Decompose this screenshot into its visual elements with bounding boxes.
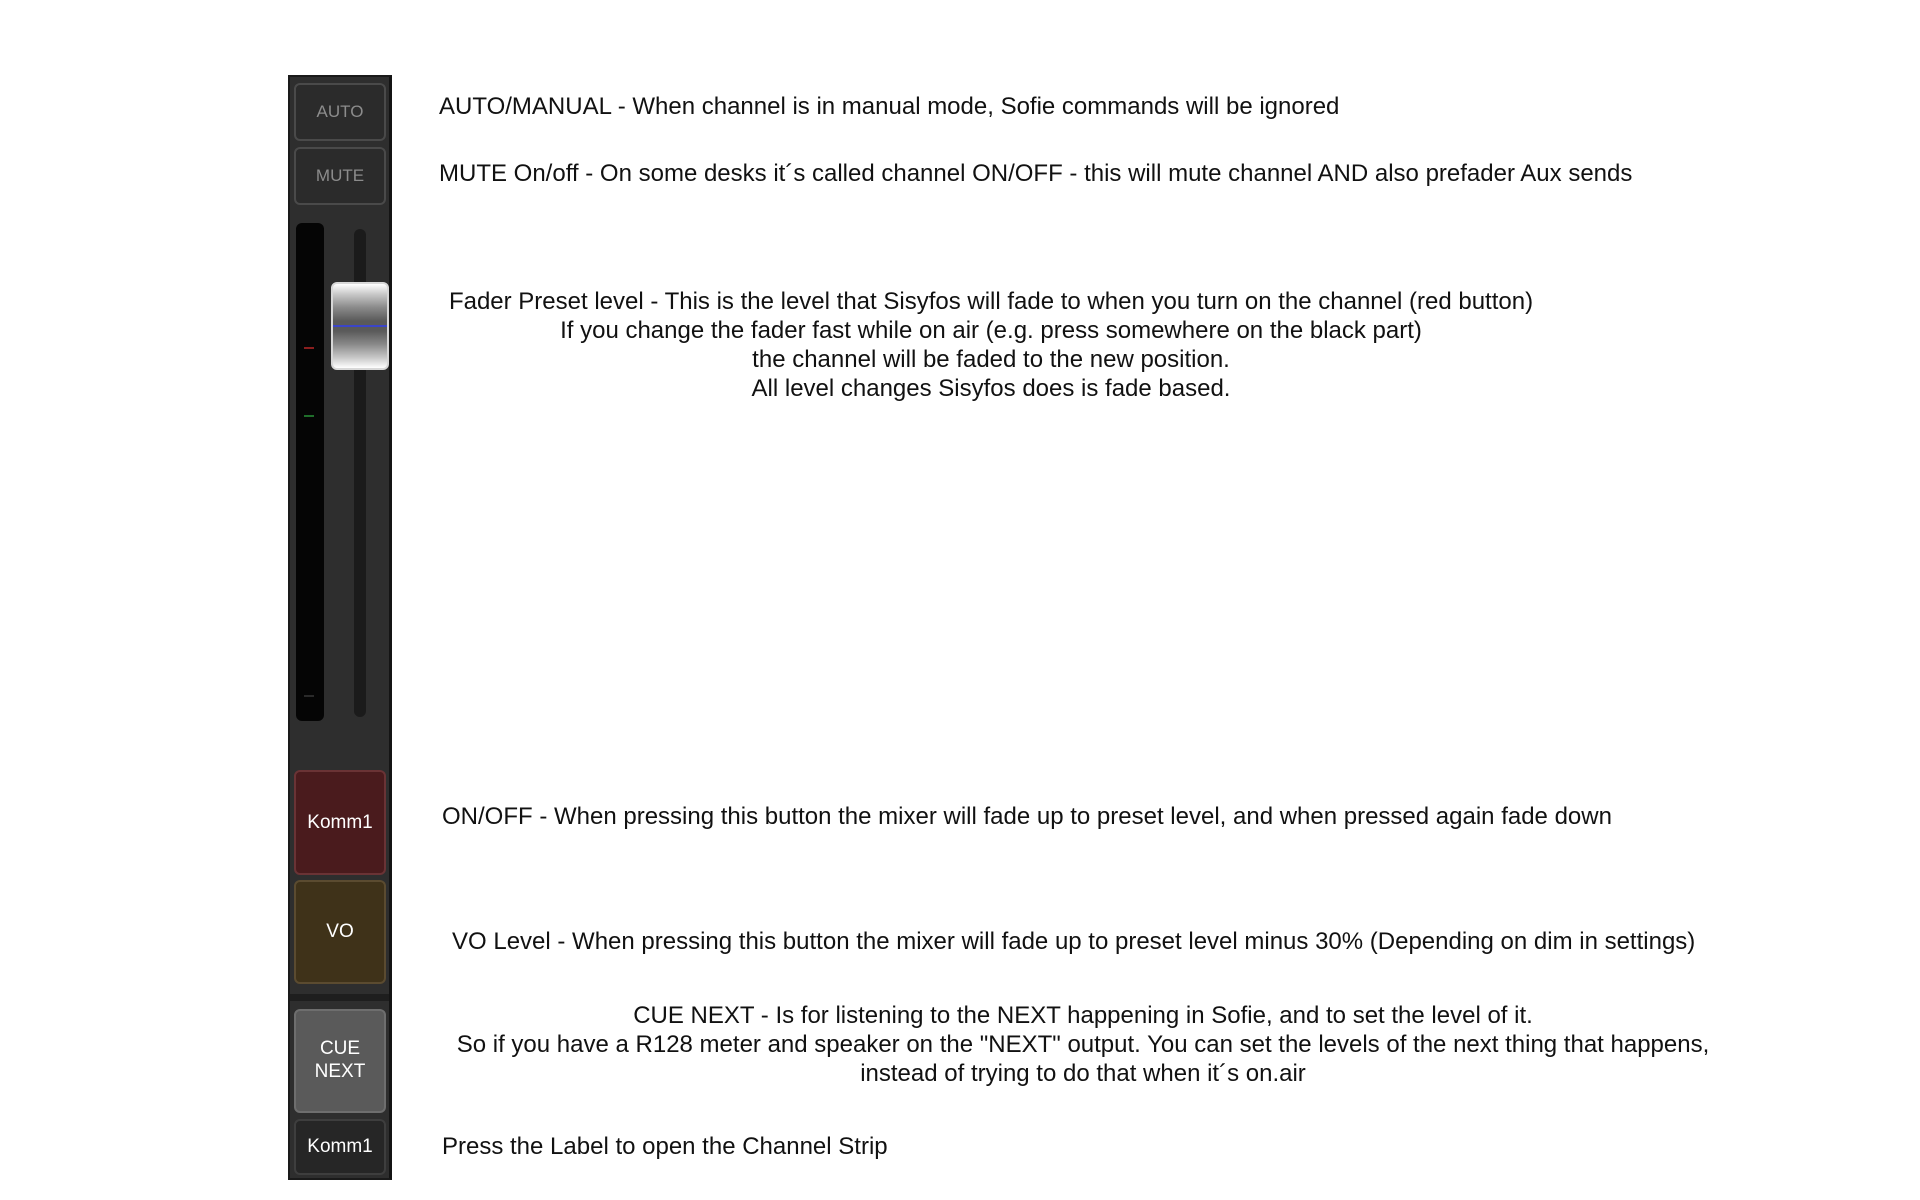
vo-annotation: VO Level - When pressing this button the mixer will fade up to preset level minus 30% (Depending on dim in settings) [452,928,1696,955]
on-off-annotation: ON/OFF - When pressing this button the mixer will fade up to preset level, and when pressed again fade down [442,803,1612,830]
cue-next-annotation [439,1001,1727,1088]
cue-next-button[interactable] [294,1009,386,1113]
cue-next-annotation-line1: CUE NEXT - Is for listening to the NEXT happening in Sofie, and to set the level of it. [633,1002,1533,1029]
vo-button[interactable]: VO [294,880,386,984]
fader-knob-indicator [333,325,387,327]
strip-divider [290,994,389,1001]
auto-button[interactable]: AUTO [294,83,386,141]
fader-annotation [439,287,1543,403]
cue-next-label-line1: CUE [319,1038,361,1060]
meter-reference-mark [304,415,314,417]
fader-annotation-line1: Fader Preset level - This is the level that Sisyfos will fade to when you turn on the channel (red button) [448,288,1534,315]
cue-next-annotation-line2: So if you have a R128 meter and speaker on the "NEXT" output. You can set the levels of the next thing that happens, [456,1031,1710,1058]
channel-strip [288,75,392,1180]
auto-annotation: AUTO/MANUAL - When channel is in manual mode, Sofie commands will be ignored [439,93,1340,120]
on-off-button[interactable]: Komm1 [294,770,386,875]
fader-annotation-line4: All level changes Sisyfos does is fade based. [751,375,1231,402]
label-annotation: Press the Label to open the Channel Strip [442,1133,888,1160]
cue-next-label-line2: NEXT [314,1061,366,1082]
meter-peak-mark [304,347,314,349]
cue-next-annotation-line3: instead of trying to do that when it´s on.air [860,1060,1306,1087]
channel-label-button[interactable]: Komm1 [294,1119,386,1175]
meter-floor-mark [304,695,314,697]
fader-knob[interactable] [331,282,389,370]
level-meter [296,223,324,721]
fader-annotation-line2: If you change the fader fast while on air (e.g. press somewhere on the black part) [560,317,1422,344]
mute-button[interactable]: MUTE [294,147,386,205]
fader-annotation-line3: the channel will be faded to the new position. [752,346,1230,373]
mute-annotation: MUTE On/off - On some desks it´s called channel ON/OFF - this will mute channel AND also prefader Aux sends [439,160,1633,187]
